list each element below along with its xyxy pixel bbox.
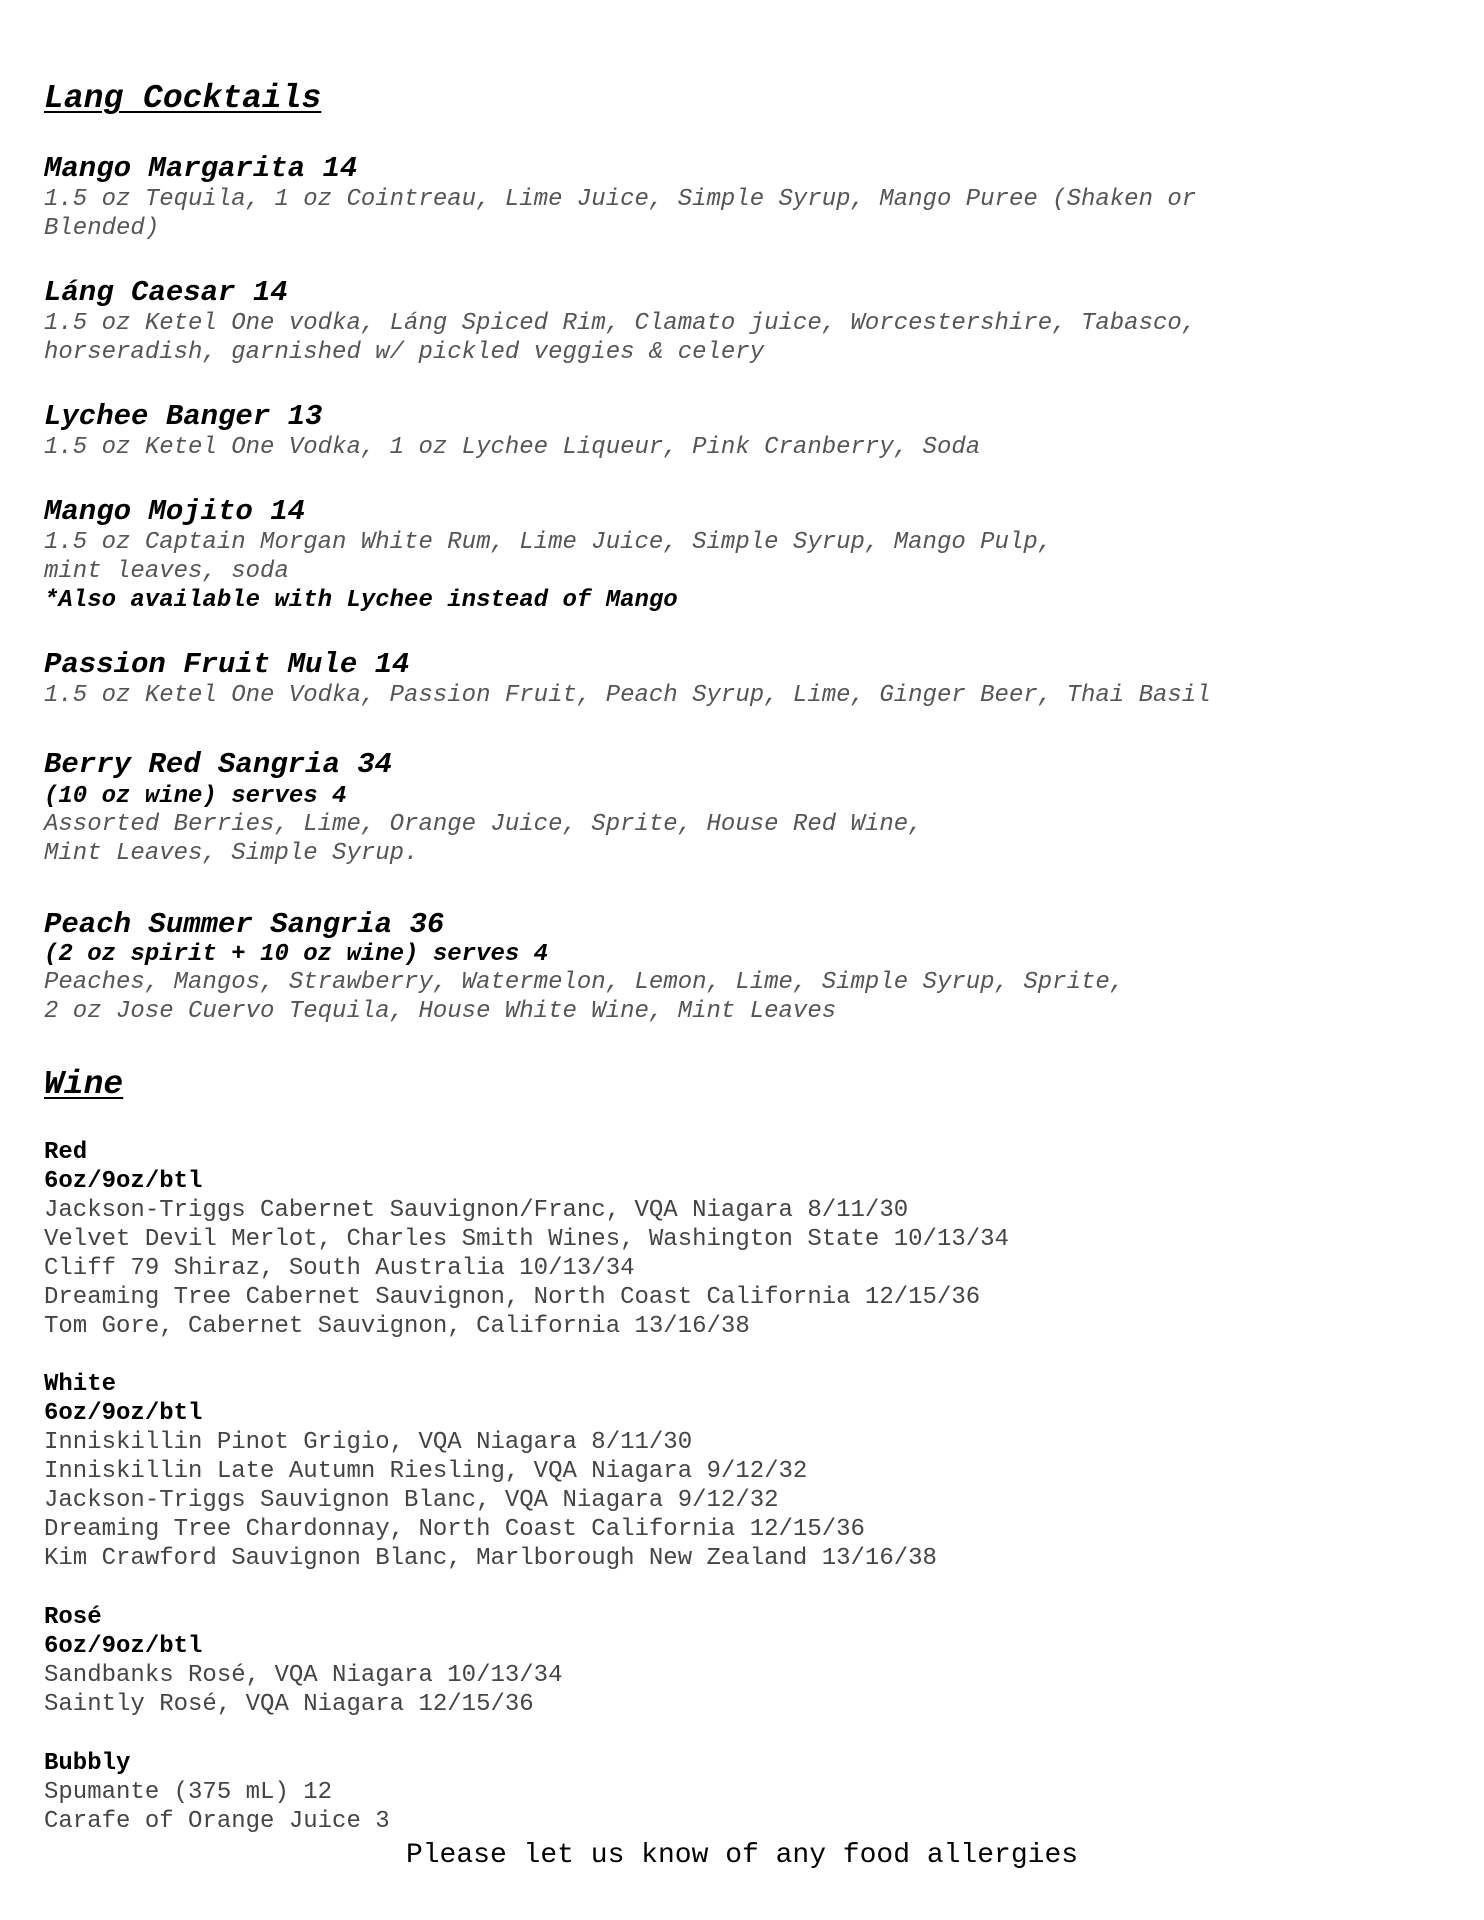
wine-sizes: 6oz/9oz/btl — [44, 1633, 203, 1660]
wine-item: Sandbanks Rosé, VQA Niagara 10/13/34 — [44, 1662, 563, 1689]
cocktail-title: Berry Red Sangria 34 — [44, 748, 393, 781]
wine-item: Spumante (375 mL) 12 — [44, 1779, 333, 1806]
cocktail-title: Peach Summer Sangria 36 — [44, 908, 445, 941]
allergy-notice: Please let us know of any food allergies — [405, 1840, 1079, 1871]
wine-item: Dreaming Tree Chardonnay, North Coast California 12/15/36 — [44, 1516, 865, 1543]
description-line: 1.5 oz Ketel One vodka, Láng Spiced Rim, Clamato juice, Worcestershire, Tabasco, — [44, 310, 1197, 337]
wine-section-white — [44, 1370, 937, 1573]
wine-heading: Wine — [44, 1066, 124, 1103]
cocktail-item — [44, 908, 1124, 1026]
wine-item: Carafe of Orange Juice 3 — [44, 1808, 390, 1835]
cocktail-item — [44, 495, 1052, 615]
wine-list — [44, 1778, 390, 1836]
cocktail-item — [44, 748, 923, 868]
cocktail-item — [44, 152, 1196, 243]
cocktail-item — [44, 276, 1196, 367]
wine-item: Dreaming Tree Cabernet Sauvignon, North Coast California 12/15/36 — [44, 1284, 981, 1311]
cocktail-subtitle: (10 oz wine) serves 4 — [44, 783, 347, 810]
cocktail-title: Mango Margarita 14 — [44, 152, 358, 185]
description-line: Peaches, Mangos, Strawberry, Watermelon, Lemon, Lime, Simple Syrup, Sprite, — [44, 969, 1125, 996]
cocktail-description — [44, 433, 980, 462]
wine-item: Inniskillin Pinot Grigio, VQA Niagara 8/11/30 — [44, 1429, 693, 1456]
cocktail-description — [44, 968, 1124, 1026]
wine-item: Saintly Rosé, VQA Niagara 12/15/36 — [44, 1691, 534, 1718]
wine-item: Velvet Devil Merlot, Charles Smith Wines, Washington State 10/13/34 — [44, 1226, 1009, 1253]
description-line: Assorted Berries, Lime, Orange Juice, Sprite, House Red Wine, — [44, 811, 923, 838]
wine-section-red — [44, 1138, 1009, 1341]
description-line: 1.5 oz Ketel One Vodka, Passion Fruit, Peach Syrup, Lime, Ginger Beer, Thai Basil — [44, 682, 1211, 709]
cocktail-subtitle: (2 oz spirit + 10 oz wine) serves 4 — [44, 941, 549, 968]
cocktail-title: Láng Caesar 14 — [44, 276, 288, 309]
description-line: Mint Leaves, Simple Syrup. — [44, 840, 419, 867]
cocktail-description — [44, 810, 923, 868]
description-line: 2 oz Jose Cuervo Tequila, House White Wine, Mint Leaves — [44, 998, 837, 1025]
wine-list — [44, 1196, 1009, 1341]
wine-section-bubbly — [44, 1749, 390, 1836]
cocktail-note: *Also available with Lychee instead of Mango — [44, 587, 678, 614]
wine-item: Jackson-Triggs Sauvignon Blanc, VQA Niagara 9/12/32 — [44, 1487, 779, 1514]
description-line: 1.5 oz Ketel One Vodka, 1 oz Lychee Liqueur, Pink Cranberry, Soda — [44, 434, 981, 461]
wine-category: White — [44, 1371, 117, 1398]
description-line: horseradish, garnished w/ pickled veggies & celery — [44, 339, 765, 366]
wine-category: Bubbly — [44, 1750, 131, 1777]
wine-sizes: 6oz/9oz/btl — [44, 1168, 203, 1195]
description-line: 1.5 oz Captain Morgan White Rum, Lime Juice, Simple Syrup, Mango Pulp, — [44, 529, 1053, 556]
cocktails-heading: Lang Cocktails — [44, 80, 322, 117]
cocktail-title: Lychee Banger 13 — [44, 400, 323, 433]
wine-section-rose — [44, 1603, 562, 1719]
wine-item: Tom Gore, Cabernet Sauvignon, California 13/16/38 — [44, 1313, 750, 1340]
wine-list — [44, 1661, 562, 1719]
cocktail-item — [44, 400, 980, 462]
cocktail-title: Mango Mojito 14 — [44, 495, 306, 528]
cocktail-title: Passion Fruit Mule 14 — [44, 648, 410, 681]
wine-list — [44, 1428, 937, 1573]
wine-item: Jackson-Triggs Cabernet Sauvignon/Franc, VQA Niagara 8/11/30 — [44, 1197, 909, 1224]
cocktail-description — [44, 185, 1196, 243]
cocktail-description — [44, 681, 1211, 710]
description-line: 1.5 oz Tequila, 1 oz Cointreau, Lime Juice, Simple Syrup, Mango Puree (Shaken or — [44, 186, 1197, 213]
cocktail-description — [44, 309, 1196, 367]
wine-sizes: 6oz/9oz/btl — [44, 1400, 203, 1427]
wine-item: Kim Crawford Sauvignon Blanc, Marlborough New Zealand 13/16/38 — [44, 1545, 937, 1572]
wine-category: Rosé — [44, 1604, 102, 1631]
cocktail-item — [44, 648, 1211, 710]
description-line: mint leaves, soda — [44, 558, 289, 585]
cocktail-description — [44, 528, 1052, 615]
wine-item: Cliff 79 Shiraz, South Australia 10/13/34 — [44, 1255, 635, 1282]
description-line: Blended) — [44, 215, 160, 242]
wine-item: Inniskillin Late Autumn Riesling, VQA Niagara 9/12/32 — [44, 1458, 808, 1485]
wine-category: Red — [44, 1139, 88, 1166]
